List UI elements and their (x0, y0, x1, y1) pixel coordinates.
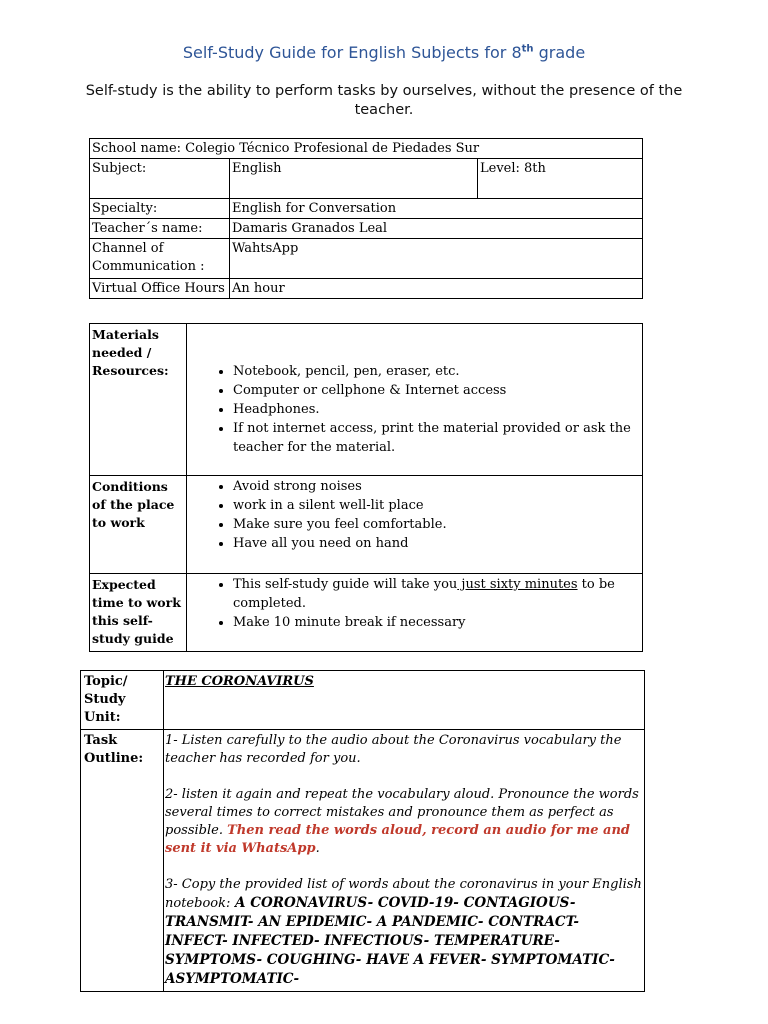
intro-text: Self-study is the ability to perform tasks by ourselves, without the presence of the teacher. (85, 83, 683, 118)
task-outline-body (164, 730, 645, 992)
info-table (89, 138, 643, 299)
office-hours-value: An hour (230, 279, 643, 299)
list-item: • Headphones. (233, 400, 640, 419)
task-outline-label: Task Outline: (81, 730, 164, 992)
materials-label: Materials needed / Resources: (90, 324, 187, 476)
list-item: • This self-study guide will take you just sixty minutes to be completed. (233, 575, 640, 613)
level-value: Level: 8th (478, 159, 643, 199)
conditions-list (189, 477, 640, 553)
conditions-label: Conditions of the place to work (90, 476, 187, 574)
task-step-2: 2- listen it again and repeat the vocabulary aloud. Pronounce the words several times to correct mistakes and pronounce them as perfect as possible. Then read the words aloud, record an audio for me and sent it via WhatsApp. (165, 787, 639, 856)
topic-value: THE CORONAVIRUS (165, 674, 314, 689)
topic-table (80, 670, 645, 992)
list-item: • Make sure you feel comfortable. (233, 515, 640, 534)
specialty-label: Specialty: (90, 199, 230, 219)
school-name: School name: Colegio Técnico Profesional de Piedades Sur (90, 139, 643, 159)
list-item: • If not internet access, print the material provided or ask the teacher for the material. (233, 419, 640, 457)
vocabulary-list: A CORONAVIRUS- COVID-19- CONTAGIOUS- TRANSMIT- AN EPIDEMIC- A PANDEMIC- CONTRACT- INFECT- INFECTED- INFECTIOUS- TEMPERATURE- SYMPTOMS- COUGHING- HAVE A FEVER- SYMPTOMATIC- ASYMPTOMATIC- (165, 895, 615, 987)
list-item: • Make 10 minute break if necessary (233, 613, 640, 632)
subject-value: English (230, 159, 478, 199)
list-item: • work in a silent well-lit place (233, 496, 640, 515)
subject-label: Subject: (90, 159, 230, 199)
materials-table (89, 323, 643, 652)
list-item: • Computer or cellphone & Internet access (233, 381, 640, 400)
teacher-value: Damaris Granados Leal (230, 219, 643, 239)
channel-label: Channel of Communication : (90, 239, 230, 279)
list-item: • Avoid strong noises (233, 477, 640, 496)
page-title: Self-Study Guide for English Subjects for 8th grade (182, 43, 586, 62)
list-item: • Notebook, pencil, pen, eraser, etc. (233, 362, 640, 381)
list-item: • Have all you need on hand (233, 534, 640, 553)
task-step-3: 3- Copy the provided list of words about the coronavirus in your English notebook: A CORONAVIRUS- COVID-19- CONTAGIOUS- TRANSMIT- AN EPIDEMIC- A PANDEMIC- CONTRACT- INFECT- INFECTED- INFECTIOUS- TEMPERATURE- SYMPTOMS- COUGHING- HAVE A FEVER- SYMPTOMATIC- ASYMPTOMATIC- (165, 877, 642, 987)
task-step-1: 1- Listen carefully to the audio about the Coronavirus vocabulary the teacher has recorded for you. (165, 733, 622, 766)
channel-value: WahtsApp (230, 239, 643, 279)
office-hours-label: Virtual Office Hours (90, 279, 230, 299)
topic-label: Topic/ Study Unit: (81, 671, 164, 730)
teacher-label: Teacher´s name: (90, 219, 230, 239)
specialty-value: English for Conversation (230, 199, 643, 219)
materials-list (189, 362, 640, 457)
expected-time-label: Expected time to work this self-study guide (90, 574, 187, 652)
expected-time-list (189, 575, 640, 632)
